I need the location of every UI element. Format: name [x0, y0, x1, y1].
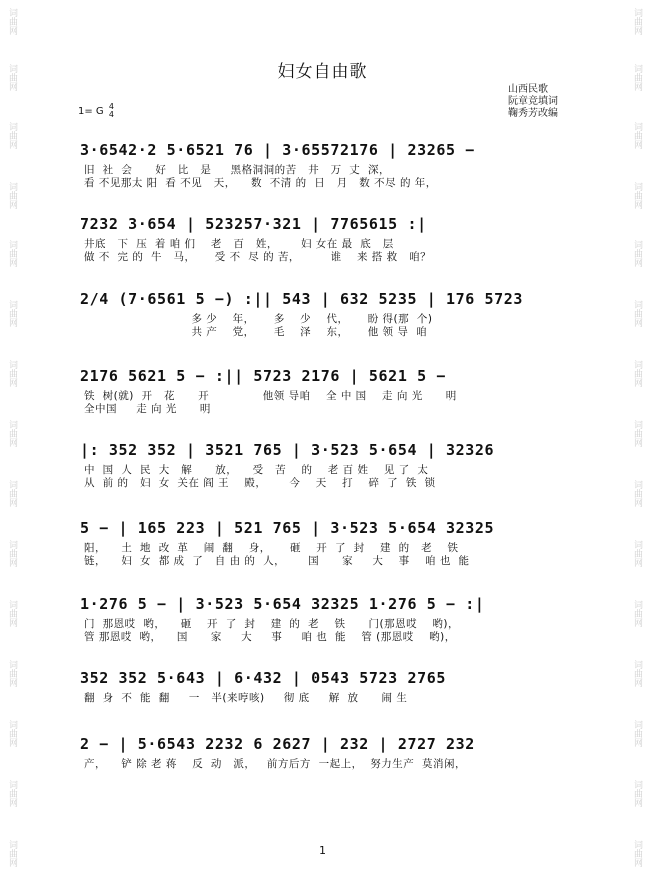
time-signature: [109, 103, 114, 119]
lyric-verse-2: 全中国 走 向 光 明: [84, 403, 211, 415]
page-number: 1: [319, 844, 326, 857]
watermark-text: 词曲网: [7, 8, 17, 35]
watermark-text: 词曲网: [632, 600, 642, 627]
watermark-text: 词曲网: [7, 660, 17, 687]
watermark-text: 词曲网: [7, 780, 17, 807]
lyric-verse-2: 链， 妇 女 都 成 了 自 由 的 人， 国 家 大 事 咱 也 能: [84, 555, 470, 567]
watermark-text: 词曲网: [7, 600, 17, 627]
lyric-verse-1: 门 那恩哎 哟， 砸 开 了 封 建 的 老 铁 门(那恩哎 哟)，: [84, 618, 460, 630]
jianpu-notes: 7232 3·654 | 523257·321 | 7765615 :|: [80, 215, 427, 233]
key-signature: [78, 103, 114, 119]
watermark-column-left: [0, 0, 20, 891]
lyric-verse-1: 铁 树(就) 开 花 开 他领 导咱 全 中 国 走 向 光 明: [84, 390, 457, 402]
lyric-verse-2: 看 不见那太 阳 看 不见 天， 数 不清 的 日 月 数 不尽 的 年，: [84, 177, 437, 189]
source-credit: 山西民歌: [508, 84, 548, 95]
lyric-verse-1: 井底 下 压 着 咱 们 老 百 姓， 妇 女在 最 底 层: [84, 238, 394, 250]
lyric-verse-1: 中 国 人 民 大 解 放， 受 苦 的 老 百 姓 见 了 太: [84, 464, 429, 476]
lyric-verse-2: 管 那恩哎 哟， 国 家 大 事 咱 也 能 管 (那恩哎 哟)，: [84, 631, 456, 643]
time-signature-bottom: 4: [108, 110, 114, 119]
watermark-text: 词曲网: [632, 122, 642, 149]
song-title: 妇女自由歌: [277, 62, 368, 82]
watermark-text: 词曲网: [7, 122, 17, 149]
watermark-text: 词曲网: [7, 480, 17, 507]
watermark-text: 词曲网: [7, 300, 17, 327]
watermark-text: 词曲网: [632, 64, 642, 91]
watermark-text: 词曲网: [7, 360, 17, 387]
lyric-verse-2: 做 不 完 的 牛 马， 受 不 尽 的 苦， 谁 来 搭 救 咱？: [84, 251, 432, 263]
watermark-text: 词曲网: [7, 240, 17, 267]
lyric-verse-1: 翻 身 不 能 翻 一 半(来哼咳) 彻 底 解 放 闹 生: [84, 692, 408, 704]
watermark-text: 词曲网: [7, 420, 17, 447]
jianpu-notes: 352 352 5·643 | 6·432 | 0543 5723 2765: [80, 669, 446, 687]
arranger-credit: 鞠秀芳改编: [508, 108, 558, 119]
watermark-text: 词曲网: [7, 182, 17, 209]
watermark-text: 词曲网: [632, 720, 642, 747]
watermark-text: 词曲网: [632, 360, 642, 387]
watermark-text: 词曲网: [7, 540, 17, 567]
lyric-verse-1: 旧 社 会 好 比 是 黑格洞洞的苦 井 万 丈 深，: [84, 164, 390, 176]
watermark-text: 词曲网: [632, 480, 642, 507]
credits-block: [508, 84, 598, 120]
lyric-verse-1: 产， 铲 除 老 蒋 反 动 派， 前方后方 一起上， 努力生产 莫消闲，: [84, 758, 466, 770]
lyric-verse-1: 多 少 年， 多 少 代， 盼 得(那 个): [84, 313, 433, 325]
lyric-verse-1: 阳， 土 地 改 革 闹 翻 身， 砸 开 了 封 建 的 老 铁: [84, 542, 459, 554]
watermark-text: 词曲网: [7, 840, 17, 867]
lyricist-credit: 阮章竞填词: [508, 96, 558, 107]
watermark-text: 词曲网: [632, 840, 642, 867]
jianpu-notes: 5 − | 165 223 | 521 765 | 3·523 5·654 32325: [80, 519, 495, 537]
jianpu-notes: 3·6542·2 5·6521 76 | 3·65572176 | 23265 −: [80, 141, 475, 159]
watermark-text: 词曲网: [632, 540, 642, 567]
watermark-column-right: [625, 0, 645, 891]
jianpu-notes: |: 352 352 | 3521 765 | 3·523 5·654 | 32326: [80, 441, 495, 459]
watermark-text: 词曲网: [632, 240, 642, 267]
jianpu-notes: 2176 5621 5 − :|| 5723 2176 | 5621 5 −: [80, 367, 446, 385]
watermark-text: 词曲网: [7, 64, 17, 91]
watermark-text: 词曲网: [632, 8, 642, 35]
lyric-verse-2: 从 前 的 妇 女 关在 阎 王 殿， 今 天 打 碎 了 铁 锁: [84, 477, 436, 489]
jianpu-notes: 1·276 5 − | 3·523 5·654 32325 1·276 5 − :|: [80, 595, 485, 613]
watermark-text: 词曲网: [7, 720, 17, 747]
jianpu-notes: 2 − | 5·6543 2232 6 2627 | 232 | 2727 232: [80, 735, 475, 753]
watermark-text: 词曲网: [632, 300, 642, 327]
watermark-text: 词曲网: [632, 660, 642, 687]
time-signature-top: 4: [108, 102, 114, 111]
jianpu-notes: 2/4 (7·6561 5 −) :|| 543 | 632 5235 | 176 5723: [80, 290, 524, 308]
watermark-text: 词曲网: [632, 780, 642, 807]
watermark-text: 词曲网: [632, 182, 642, 209]
lyric-verse-2: 共 产 党， 毛 泽 东， 他 领 导 咱: [84, 326, 428, 338]
key-label: 1= G: [78, 106, 104, 117]
watermark-text: 词曲网: [632, 420, 642, 447]
